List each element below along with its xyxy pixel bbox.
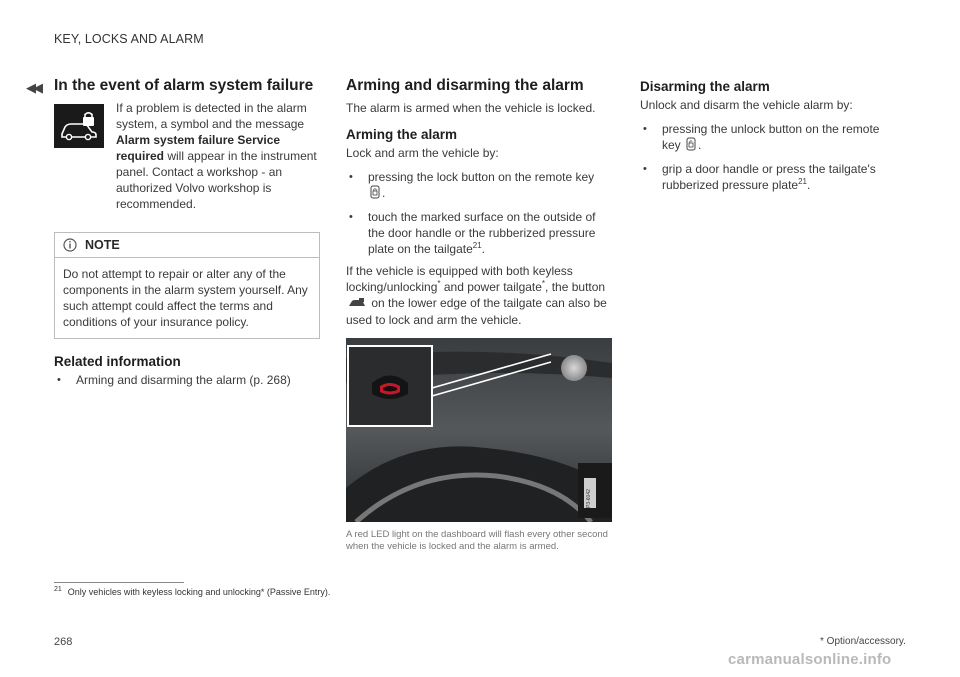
photo-code: P3-6042 xyxy=(586,488,592,508)
related-info-heading: Related information xyxy=(54,354,181,369)
arming-intro: The alarm is armed when the vehicle is locked. xyxy=(346,101,596,115)
page-number: 268 xyxy=(54,636,73,648)
footnote-number: 21 xyxy=(54,586,62,593)
footnote-ref[interactable]: 21 xyxy=(472,241,482,250)
note-header xyxy=(55,233,319,258)
list-item: • grip a door handle or press the tailgate's rubberized pressure plate$^{21}$. xyxy=(640,161,890,193)
arming-list xyxy=(346,169,614,257)
info-icon xyxy=(63,238,77,252)
footnote-text: Only vehicles with keyless locking and unlocking* (Passive Entry). xyxy=(67,587,331,597)
lock-key-icon xyxy=(370,185,380,203)
disarming-list xyxy=(640,121,890,193)
related-info-list xyxy=(54,372,320,388)
alarm-failure-text1: If a problem is detected in the alarm system, a symbol and the message xyxy=(116,101,307,131)
footnote-divider xyxy=(54,582,184,583)
note-label: NOTE xyxy=(85,238,120,252)
option-star: * xyxy=(541,279,546,288)
arming-subheading: Arming the alarm xyxy=(346,127,458,142)
section-header: KEY, LOCKS AND ALARM xyxy=(54,32,204,46)
arming-disarming-heading: Arming and disarming the alarm xyxy=(346,77,584,94)
note-box xyxy=(54,232,320,339)
tailgate-paragraph xyxy=(346,263,614,328)
tailgate-lock-button-icon xyxy=(348,296,366,312)
back-chevrons-icon[interactable]: ◀◀ xyxy=(26,80,40,95)
para-text1: If the vehicle is equipped with both keyless locking/unlocking xyxy=(346,264,573,294)
disarming-heading: Disarming the alarm xyxy=(640,79,770,94)
photo-caption: A red LED light on the dashboard will flash every other second when the vehicle is locked and the alarm is armed. xyxy=(346,528,608,552)
dashboard-photo xyxy=(346,338,612,522)
alarm-failure-text2: will appear in the instrument panel. Contact a workshop - an authorized Volvo workshop is recommended. xyxy=(116,149,317,211)
footnote xyxy=(54,587,330,597)
right-column xyxy=(640,76,890,199)
alarm-failure-text-top xyxy=(116,100,320,212)
arming-lead: Lock and arm the vehicle by: xyxy=(346,146,499,160)
para-text4: on the lower edge of the tailgate can also be used to lock and arm the vehicle. xyxy=(346,296,607,327)
alarm-failure-block xyxy=(54,100,320,212)
option-star: * xyxy=(437,279,441,288)
para-text2: and power tailgate xyxy=(440,280,542,294)
list-item: • touch the marked surface on the outside of the door handle or the rubberized pressure plate on the tailgate$^{21}$. xyxy=(346,209,614,257)
disarming-bullet2: grip a door handle or press the tailgate's rubberized pressure plate xyxy=(662,162,876,192)
left-column xyxy=(54,76,320,394)
disarming-bullet1: pressing the unlock button on the remote key xyxy=(662,122,880,153)
option-accessory-note: * Option/accessory. xyxy=(820,636,906,647)
disarming-lead: Unlock and disarm the vehicle alarm by: xyxy=(640,98,853,112)
middle-column xyxy=(346,76,614,553)
alarm-failure-heading: In the event of alarm system failure xyxy=(54,77,314,94)
footnote-ref[interactable]: 21 xyxy=(798,177,807,186)
car-lock-icon xyxy=(54,104,104,148)
list-item: • pressing the unlock button on the remote key . xyxy=(640,121,890,155)
note-text: Do not attempt to repair or alter any of the components in the alarm system yourself. Any such attempt could affect the terms and conditions of your insurance policy. xyxy=(63,267,308,329)
arming-bullet2: touch the marked surface on the outside of the door handle or the rubberized pressure plate on the tailgate xyxy=(368,210,596,256)
alarm-failure-message: Alarm system failure Service required xyxy=(116,133,281,163)
arming-bullet1: pressing the lock button on the remote key xyxy=(368,170,595,184)
watermark: carmanualsonline.info xyxy=(728,651,892,668)
unlock-key-icon xyxy=(686,137,696,155)
related-info-link[interactable]: • Arming and disarming the alarm (p. 268) xyxy=(54,372,320,388)
list-item: • pressing the lock button on the remote key . xyxy=(346,169,614,203)
para-text3: , the button xyxy=(545,280,606,294)
